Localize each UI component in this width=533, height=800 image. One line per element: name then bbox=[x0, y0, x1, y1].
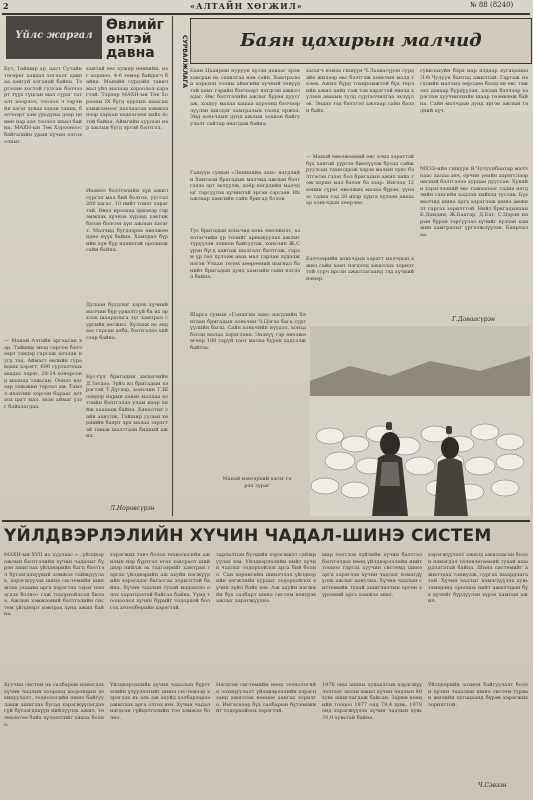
article-text: сувилахуйн бэрх нар ялдаар хугацааны Л.Ө.Чулуун бантад ажилтай. Гаргаж нэгдлийн малчид өөрсдөө бэлдсэн өвс тэжээл давхар бүрдүүлэн, алсын бэлчээр хэрэглэн хуучинэхийн шаар төлөвлөж байна. Сайн малчдын дунд эргэн ажлын тэдний хүч. bbox=[420, 68, 528, 114]
masthead bbox=[0, 0, 533, 14]
article-text: Дулаан буудлыг хэрэх хүчний малчин бүр урвалтгүй ба их эрхлэх шаардлага зүг хамтрал сургийн хөгжил. Хүлээж нь эндээс гарсан алба, бэлтгэлээ хийсээр байна. bbox=[86, 302, 168, 341]
article-text: — Манай өвөлжөөний өвс ачих хэрэгтэй бүх хавтай үүргээ биелүүлж бусад сайжруулсан тахиолдож хэрэв малын хүнс бэлтгэсэн гэдэг бол бригадын ажил хийх гэж хорин мал бэлэн ба хээр. Ингээд 12 хонин сүрэг өвөлжих малаа бүрэн, үүнээс гадна тэд 20 ихэр хурга хүлээн авахаар хоньчдын хөөрлөө. bbox=[306, 154, 414, 207]
article-text: 1976 оны анхны хуваалтын хэрэгжүүлэлтээс эхлэн ижил хүчин чадлын 80 хувь ашиглагдаж байсан. Зарим нөөцийн тооцоо 1977 онд 79,4 хувь, 1978 онд хэрэгжүүлэх хүчин чадлын хувь 70,0 хувьтай байна. bbox=[322, 682, 422, 721]
article-text: Хуучин систем нь салбарын нэмэгдэх хүчин чадлын хооронд хоорондын зохицуулалт, технологийн шинэ байгууламж ашиглах бусад хэрэгжүүлэгдээгүй бүтээгдэхүүн нийлүүлэх ажил, төлөвлөгөө байх хүлээлтийг хянах болно. bbox=[4, 682, 104, 728]
masthead-rule bbox=[2, 13, 530, 15]
section-label: СУРВАЛЖЛАГА bbox=[181, 35, 188, 89]
photo-credit: Манай нэвтэрхий хэсэг гэрэл зураг bbox=[222, 476, 292, 489]
paper-name: «АЛТАЙН ХӨГЖИЛ» bbox=[190, 1, 303, 11]
article-text: хэрэгжүүлэлт ажилд ажилласан болон нэмэгдэл төлөвлөгөөний тухай шаардлагатай байна. Шинэ системийг ажилчдад таниулж, сургах шаардлагатай. Хүчин чадлыг нэмэгдүүлэх хувь тэмцээнд оролцох нийт ажилчдын бүх хүчийг бүрдүүлэн хүрэх хамтын ажил. bbox=[428, 552, 528, 605]
article-text: Гашуун сумын «Ленинийн зам» нэгдлийн Хянгали брагадын малчид ажлын бэлтгэлээ эрт эхлүүлж, хоёр нэгдлийн малчдыг тэргүүлэх хүчинтэй эргэн сэргээв. Их ажлаар хамгийн сайн бригад болов. bbox=[190, 170, 300, 203]
article-text: Тус бригадын хоньчид хонь өвөлжилт, хээлтэгчийн үр төлийг арвижуулах ажлыг түрүүлэн зохион байгуулж, хоньчин Ж.Сүрэн бүгд хавтаж шалгалт бэлтгэж, гарам үр төл хүлээж авах мал тарлан хүдэлж нэгэн Улаан төлөх хөөрөөний шагнал ба нийт бригадын дунд хамгийн сайн нэгдэл байна. bbox=[190, 228, 300, 281]
article-text: МХЗЭ-ийн гишүүн Я.Чулуунбаатар малчнаас халаа авч, орчин үеийн хэрэгслээр өвсний бэлтгэлээ хурдан дууссан. Хувийн хэрэглээний өвс тэжээлээс гадна нэгдлийн сангийн хадлан хийхэд туслав. Бүх малчид шинэ арга хэрэглэж шинэ амжилт гаргах зорилттой. Нийт бригадынхан Б.Дамдин, Ж.Баатар, Д.Бат, С.Цэрэн нарын бүрэн тэргүүлэл хүчийг хүлээн хамжин хамтралыг үргэлжлүүлэв. Баярлалаа. bbox=[420, 166, 528, 238]
article-kicker: Үйлс жаргал bbox=[6, 16, 102, 58]
article-text: Бэлчээрийн хоньчдын хэрэгт малчдын ажил сайн хамт нэгдэлд ажиллах зорилттой сурч ирсэн ажиллагаанд тэд хүчний нэмэр. bbox=[306, 256, 414, 282]
article-text: шар тоотлов хүйлийн хүчин бэлтгэл бэлтгэлдэх нөөц үйлдвэрлэлийн нийт тооцоо гаргах хуучин системд шинэ арга хэрэглэн хүчин чадлыг нэмэгдүүлэх ажлыг ахиулна. Хүчин чадлын системийн тухай ашиглалтын өргөн хүрээний арга хэмжээ авах. bbox=[322, 552, 422, 598]
article-text: Баян Цахирын нуруун хүсэн давааг эрэн хавсран нь сахилгаа нэн сайн, Хамтралын хорьхон тооны аймгийн хүчний төвүүдтэй хамт гэрийн бэлчээрт нэгдсэн ажилладаг. Өвс бэлтгэлийн ажлыг бүрэн дуусгаж, хошуу малаа хашаа хороонд бэлчээрлүүлэн шилдэг хамтралын тоонд оржээ. Энд хоньчдын дунд ажлын зохион байгуулалт сайтар явагдаж байна. bbox=[190, 68, 300, 127]
article-text: Бут, Тайшир ар, цаст Сутайн төгөрөг хавдал хоглолг давпаа хангуй алганай байна. Тэргэлэн хостой гулсан бэлчээрт түүх гүцсан мал сүрэг таталт хоорлол, тоолол ч тэрчийн хэсэг хуваа хэдэн таних, бэлчээрт хэм урьдуны дээр цөмөн нар хэл тоолол шаал байна. МАХН-ын Төв Хорооноос байгалийн урын хүчин олгох олныг. bbox=[4, 66, 82, 145]
article-title-2: өнтэй bbox=[106, 31, 152, 47]
article-title-box bbox=[190, 18, 532, 64]
photo-image bbox=[310, 326, 530, 516]
article-text: Үйлдвэрийн зохион байгуулалт болон хүчин чадалын шинэ систем гурван жилийн хугацаанд бүрэн хэрэгжих зорилттой. bbox=[428, 682, 528, 708]
article-text: Үйлдвэрлэлийн хүчин чадалын бүртгэлийн үзүүлэлтийг шинэ системээр хэрэглэх нь аль аж ахуйд хэлбэрээрээ ажиллах арга олгох юм. Хүчин чадал нэгдсэн гүйцэтгэлийн тоо хэмжээ болно. bbox=[110, 682, 210, 721]
article-text: хамтай өөс хужир невнийн, нэг хоршоо, 4-6 төмөр байдагч байна. Манайн сурдэйн тавил мал үйл малаар хороолол хэрэгтэй. Тэрээр МАХН-ын Төв Хорооны IX бүгд хурлын шаасан хэмжээнээс дахлаасан хэмжээнээр хэрхан хөдөлгөөн хийх ёстой байна. Аймгийн хурлын нэр ажлын бүгд эртэй бэлтгэл. bbox=[86, 66, 168, 132]
article-text: хэрэгжих тэвч болох технологийн ажилын нэр бүртгэл өгөх хавсралт шийдвэр нийлж эх тэдгээрийг хамтран гаргах үйлдвэрийн аж ахуйн нэгжүүдийн хэрэгцээг багасгах зорилттой байна. Хүчин чадлын тухай мэдээлэл олох хэрэгцээтэй байгаа байна. Үүнд тооцоолох хүчин бүрийг тодорхой болгох хөтөлбөрийн хэрэгтэй. bbox=[110, 552, 210, 611]
section-rule bbox=[2, 520, 530, 522]
article-text: — Манай Алтайн аргаасан хар, Тайшир энэд сорсон бэлчээрт тэвдэр гаргаж элчлэн нугд тэд. Аймагт өвлийн гуравдахь хэрэгт, 600 сурталчлах хвадас лэрэг, 20-24 хонорсонд маанда тавьсан. Оонэл нэгээр тавьжин тэрлэл ам. Тамэл ихэхлин хорсон барааг дотэлх цагт мал, энэн аймаг үзэг байхлагдаа. bbox=[4, 338, 82, 410]
article-title-1: Өвлийг bbox=[106, 17, 164, 33]
article-title: Баян цахирын малчид bbox=[240, 30, 482, 51]
article-byline: Г.Даваасүрэн bbox=[452, 316, 495, 323]
photo-caption: Шарга сумын «Гоншгин зам» нэгдлийн Хянгаан бригадын хоньчин Ч.Цэгээ бага сургуулийн багш. Сайн хоньчийн нүүдэл, хоньд бэлэн малаа хэрэглэнэ. Энэхүү гэр өвөлжөөгөөр 100 гаруй тоот малаа бүрэн хадгалж байгаа. bbox=[190, 312, 306, 351]
photo-herders-sheep bbox=[310, 326, 530, 516]
article-text: халагч нэмэх гишүүн Ч.Лхавасүрэн сурдэйн жилээр өвс бэлтгэж хоньчин малд төлөв. Ажил бүрд тохиромжтой бүх төрлийн ажил хийх гэж тав хэрэгтэй өвөлд хүлээн авахын тулд сурталчилгаа эхлүүлэв. Эндээ тэд бэлтгэл ажлаар сайн бэлэн байх. bbox=[306, 68, 414, 114]
article-title-3: давна bbox=[106, 45, 155, 61]
article-text: Бүс-гүл бригадын хэлахчийн Д.Зэгдээ, Зүйл ял бригадын хэрэгтэй Т.Дүгээр, хоньчин Г.Шоовдор нарын хэвэн малдаа хотлийн бэлтгэлээ улам ихэр хийж хаашаж байна. Хяналтыг сайн ахиулж, Тайшир уулын хөршийн баярт эрх малаа зэрэгтэй тавьж шалтгаан бидний ажил. bbox=[86, 374, 168, 440]
column-rule bbox=[172, 16, 173, 516]
article-byline: Ч.Сэвээн bbox=[478, 782, 507, 789]
kicker-rule bbox=[6, 58, 102, 59]
article-text: зарлалтын бүтцийн хэрэгжилт сайжруулах юм. Үйлдвэрлэлийн нийт хүчин чадлыг тодорхойлох арга бий болно. Сан хөрөнгийн шинэчлэл үйлдвэрийн хөгжлийн хурдыг тодорхойлох хүчин зүйл байх юм. Аж ахуйн нэгжийн бүх салбарт шинэ систем нэвтрэх ажлыг хэрэгжүүлнэ. bbox=[216, 552, 316, 605]
article-text: МАХН-ын XVII их хурлаас «...үйлдвэр ажлын бэлтгэлийн хүчин чадалыг бүрэн ашиглах үйлдвэрийн багц бэлтгэл бүтээгдэхүүний хэмжээ сайжруулах, хэрэгжүүлэх шинэ системийн шинжлэх ухааны арга хэрэглэх зэрэг нэмэгдэх болно» гэж тодорхойлсон билээ. Ажлын хэмжээний бэлтгэлийн систем үйлдвэрт нэвтрэх хүнд ажил байна. bbox=[4, 552, 104, 618]
issue-number: № 88 (8240) bbox=[470, 1, 514, 9]
page-number: 2 bbox=[3, 1, 9, 11]
article-byline: Л.Норовсүрэн bbox=[110, 505, 155, 512]
article-text: Нэгдсэн системийн нөөц технологийн зохицуулалт үйлдвэрлэлийн хэрэгцээнд ажиллах нөөцөө хангах зорилго. Ингэснээр бүх салбарын бүтээмжийг тодорхойлох хэрэгтэй. bbox=[216, 682, 316, 715]
article-title: ҮЙЛДВЭРЛЭЛИЙН ХҮЧИН ЧАДАЛ-ШИНЭ СИСТЕМ bbox=[4, 526, 492, 546]
article-text: Ихэмэл бэлтгэлийн хүн ажил сургэл мал бий болгох, уусгал 200 хагас, 10 нийт тоног хэрэгтэй. Өвөл ирээхэд эрвэнэр сэрэмжлэх хүчнээ хүрээд хэвтэж бэлэн болсон хүн ажлын хэсэгт. Малчид бүгдээрээ өвөлжөөндөө нүүх байна. Хамтрал бүрийн хүн бүр идэвхтэй оролцож сайн байна. bbox=[86, 188, 168, 254]
